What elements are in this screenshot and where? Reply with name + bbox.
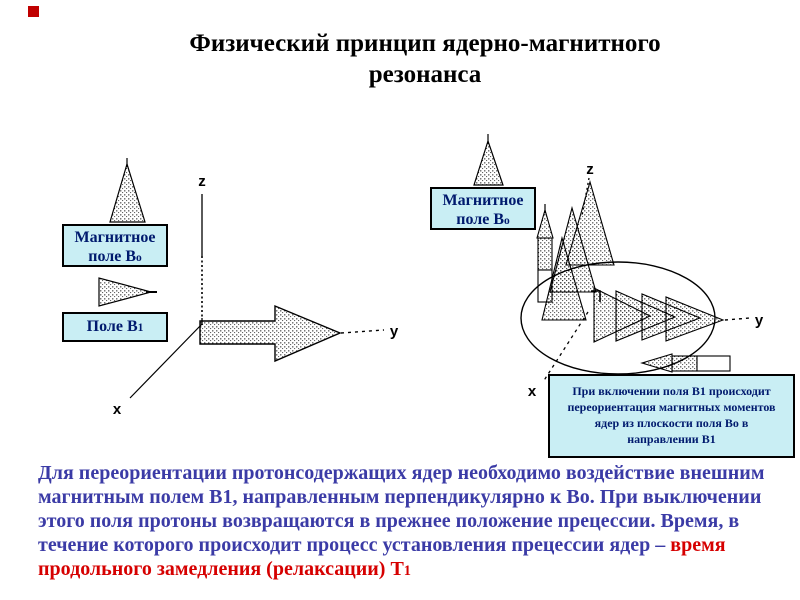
label-box-b0-right: [430, 187, 536, 230]
return-arrow-body: [672, 356, 697, 371]
b0-field-arrow-icon: [110, 164, 145, 222]
slide-title: [50, 28, 800, 90]
label-box-b0-left: [62, 224, 168, 267]
left-axes-diagram: [60, 150, 420, 430]
y-axis-dashed: [341, 330, 384, 333]
paragraph-red-text: время продольного замедления (релаксации) Т: [38, 534, 726, 580]
b1-left-label: Поле В: [86, 318, 138, 335]
b0-field-arrow-right-icon: [474, 141, 503, 185]
b0-right-sub: о: [504, 215, 510, 227]
slide-title-line2: резонанса: [368, 61, 482, 88]
note-line4: направлении В1: [627, 432, 716, 446]
corner-marker: [28, 6, 39, 17]
x-axis-dashed-right: [543, 312, 588, 382]
axis-label-x: x: [112, 401, 122, 418]
description-paragraph: [38, 461, 794, 583]
axis-label-z: z: [198, 173, 206, 190]
return-arrow-tail: [697, 356, 730, 371]
y-block-arrow: [200, 306, 340, 361]
slide-title-line1: Физический принцип ядерно-магнитного: [189, 30, 661, 57]
y-axis-dashed-right: [725, 318, 750, 320]
paragraph-red-sub: 1: [403, 563, 411, 579]
moment-arrow-h4: [666, 297, 723, 341]
axis-label-x-right: x: [527, 383, 537, 400]
b0-right-line1: Магнитное: [442, 192, 524, 209]
axis-label-z-right: z: [586, 161, 594, 178]
moment-up-arrow-body: [538, 238, 552, 270]
moment-up-arrow-head: [537, 210, 553, 238]
axis-label-y-right: y: [754, 312, 764, 329]
b0-left-line1: Магнитное: [74, 229, 156, 246]
b0-right-line2: поле Во: [456, 211, 510, 228]
note-line2: переориентация магнитных моментов: [567, 400, 776, 414]
paragraph-blue-text: Для переориентации протонсодержащих ядер необходимо воздействие внешним магнитным полем В1, направленным перпендикулярно к Во. При выключении этого поля протоны возвращаются в прежнее положение прецессии. Время, в течение которого происходит процесс установления прецессии ядер –: [38, 462, 765, 556]
b0-left-sub: о: [136, 252, 142, 264]
note-line3: ядер из плоскости поля Во в: [594, 416, 749, 430]
b1-field-arrow-icon: [99, 278, 151, 306]
right-precession-diagram: [420, 130, 800, 410]
b0-left-line2: поле Во: [88, 248, 142, 265]
note-box: [548, 374, 795, 458]
axis-label-y: y: [389, 323, 399, 340]
b1-left-sub: 1: [137, 322, 144, 334]
note-line1: При включении поля В1 происходит: [572, 384, 771, 398]
label-box-b1-left: [62, 312, 168, 342]
